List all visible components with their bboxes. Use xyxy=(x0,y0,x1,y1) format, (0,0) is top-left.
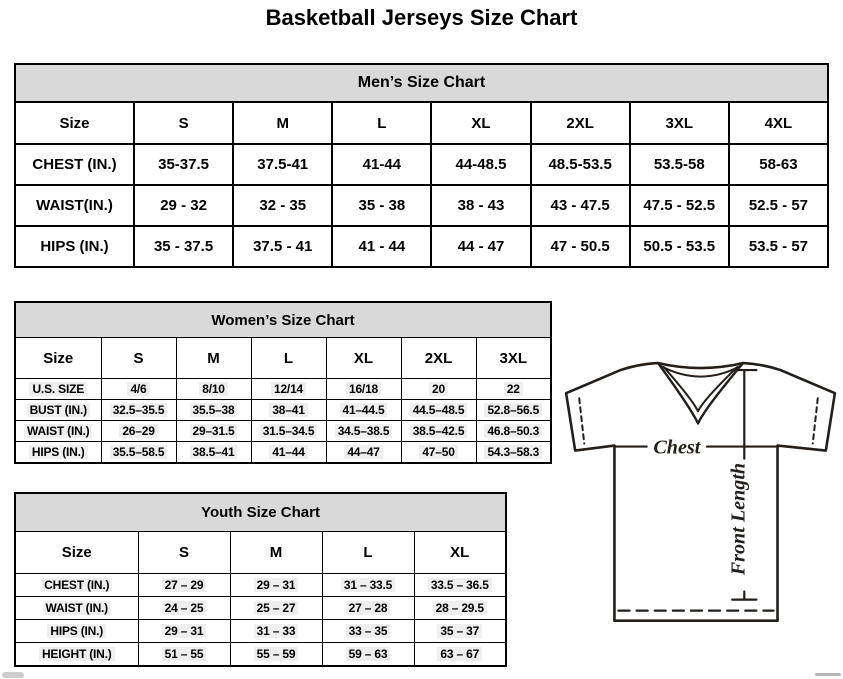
table-row xyxy=(15,421,551,442)
value-cell: 4/6 xyxy=(101,379,176,400)
row-label: WAIST (IN.) xyxy=(15,597,138,620)
table-row xyxy=(15,185,828,226)
value-cell: 38 - 43 xyxy=(431,185,530,226)
value-cell: 58-63 xyxy=(729,144,828,185)
value-cell: 29 – 31 xyxy=(138,620,230,643)
value-cell: 27 – 28 xyxy=(322,597,414,620)
value-cell: 35-37.5 xyxy=(134,144,233,185)
mens-table-title: Men’s Size Chart xyxy=(15,64,828,102)
column-header: M xyxy=(230,532,322,574)
value-cell: 29 – 31 xyxy=(230,574,322,597)
value-cell: 31 – 33.5 xyxy=(322,574,414,597)
value-cell: 29–31.5 xyxy=(176,421,251,442)
chest-label: Chest xyxy=(653,436,701,459)
column-header: M xyxy=(176,338,251,379)
value-cell: 38.5–41 xyxy=(176,442,251,464)
value-cell: 24 – 25 xyxy=(138,597,230,620)
value-cell: 38–41 xyxy=(251,400,326,421)
value-cell: 41 - 44 xyxy=(332,226,431,267)
row-label: CHEST (IN.) xyxy=(15,574,138,597)
row-label: HIPS (IN.) xyxy=(15,620,138,643)
column-header: L xyxy=(251,338,326,379)
value-cell: 53.5-58 xyxy=(630,144,729,185)
value-cell: 29 - 32 xyxy=(134,185,233,226)
value-cell: 51 – 55 xyxy=(138,643,230,667)
value-cell: 52.5 - 57 xyxy=(729,185,828,226)
column-header: S xyxy=(138,532,230,574)
row-label: HIPS (IN.) xyxy=(15,442,101,464)
value-cell: 25 – 27 xyxy=(230,597,322,620)
row-label: HIPS (IN.) xyxy=(15,226,134,267)
column-header: 4XL xyxy=(729,102,828,144)
value-cell: 20 xyxy=(401,379,476,400)
value-cell: 41–44.5 xyxy=(326,400,401,421)
youth-table-title: Youth Size Chart xyxy=(15,493,506,532)
value-cell: 37.5 - 41 xyxy=(233,226,332,267)
column-header: L xyxy=(322,532,414,574)
table-row xyxy=(15,144,828,185)
value-cell: 35 - 37.5 xyxy=(134,226,233,267)
value-cell: 26–29 xyxy=(101,421,176,442)
table-header-row xyxy=(15,102,828,144)
table-header-row xyxy=(15,338,551,379)
value-cell: 47–50 xyxy=(401,442,476,464)
row-label: CHEST (IN.) xyxy=(15,144,134,185)
youth-size-table xyxy=(14,492,507,667)
value-cell: 16/18 xyxy=(326,379,401,400)
value-cell: 44-48.5 xyxy=(431,144,530,185)
column-header: Size xyxy=(15,102,134,144)
value-cell: 35.5–58.5 xyxy=(101,442,176,464)
value-cell: 63 – 67 xyxy=(414,643,506,667)
column-header: 3XL xyxy=(630,102,729,144)
value-cell: 59 – 63 xyxy=(322,643,414,667)
value-cell: 50.5 - 53.5 xyxy=(630,226,729,267)
table-row xyxy=(15,442,551,464)
womens-table-title: Women’s Size Chart xyxy=(15,302,551,338)
value-cell: 47.5 - 52.5 xyxy=(630,185,729,226)
front-length-label: Front Length xyxy=(727,462,750,576)
value-cell: 44–47 xyxy=(326,442,401,464)
value-cell: 31 – 33 xyxy=(230,620,322,643)
value-cell: 8/10 xyxy=(176,379,251,400)
value-cell: 33 – 35 xyxy=(322,620,414,643)
jersey-outline-shape xyxy=(566,363,835,621)
value-cell: 52.8–56.5 xyxy=(476,400,551,421)
value-cell: 27 – 29 xyxy=(138,574,230,597)
value-cell: 54.3–58.3 xyxy=(476,442,551,464)
column-header: Size xyxy=(15,532,138,574)
column-header: S xyxy=(101,338,176,379)
value-cell: 28 – 29.5 xyxy=(414,597,506,620)
column-header: XL xyxy=(431,102,530,144)
table-header-row xyxy=(15,532,506,574)
jersey-measurement-diagram xyxy=(558,360,840,662)
column-header: XL xyxy=(326,338,401,379)
column-header: 2XL xyxy=(531,102,630,144)
table-row xyxy=(15,643,506,667)
value-cell: 53.5 - 57 xyxy=(729,226,828,267)
value-cell: 32 - 35 xyxy=(233,185,332,226)
column-header: 3XL xyxy=(476,338,551,379)
value-cell: 41–44 xyxy=(251,442,326,464)
column-header: 2XL xyxy=(401,338,476,379)
value-cell: 37.5-41 xyxy=(233,144,332,185)
column-header: S xyxy=(134,102,233,144)
womens-size-table xyxy=(14,301,552,464)
column-header: XL xyxy=(414,532,506,574)
value-cell: 35.5–38 xyxy=(176,400,251,421)
value-cell: 35 - 38 xyxy=(332,185,431,226)
table-row xyxy=(15,226,828,267)
value-cell: 38.5–42.5 xyxy=(401,421,476,442)
row-label: HEIGHT (IN.) xyxy=(15,643,138,667)
table-row xyxy=(15,620,506,643)
mens-size-table xyxy=(14,63,829,268)
row-label: BUST (IN.) xyxy=(15,400,101,421)
row-label: U.S. SIZE xyxy=(15,379,101,400)
horizontal-scrollbar-thumb-right[interactable] xyxy=(815,673,841,676)
table-row xyxy=(15,574,506,597)
value-cell: 12/14 xyxy=(251,379,326,400)
table-row xyxy=(15,400,551,421)
row-label: WAIST (IN.) xyxy=(15,421,101,442)
value-cell: 41-44 xyxy=(332,144,431,185)
value-cell: 22 xyxy=(476,379,551,400)
value-cell: 47 - 50.5 xyxy=(531,226,630,267)
column-header: L xyxy=(332,102,431,144)
row-label: WAIST(IN.) xyxy=(15,185,134,226)
value-cell: 55 – 59 xyxy=(230,643,322,667)
value-cell: 35 – 37 xyxy=(414,620,506,643)
value-cell: 31.5–34.5 xyxy=(251,421,326,442)
table-row xyxy=(15,597,506,620)
value-cell: 43 - 47.5 xyxy=(531,185,630,226)
horizontal-scrollbar-thumb[interactable] xyxy=(2,672,24,678)
value-cell: 33.5 – 36.5 xyxy=(414,574,506,597)
value-cell: 44.5–48.5 xyxy=(401,400,476,421)
table-row xyxy=(15,379,551,400)
value-cell: 46.8–50.3 xyxy=(476,421,551,442)
column-header: Size xyxy=(15,338,101,379)
value-cell: 32.5–35.5 xyxy=(101,400,176,421)
value-cell: 48.5-53.5 xyxy=(531,144,630,185)
page-title: Basketball Jerseys Size Chart xyxy=(265,5,578,30)
column-header: M xyxy=(233,102,332,144)
value-cell: 44 - 47 xyxy=(431,226,530,267)
value-cell: 34.5–38.5 xyxy=(326,421,401,442)
